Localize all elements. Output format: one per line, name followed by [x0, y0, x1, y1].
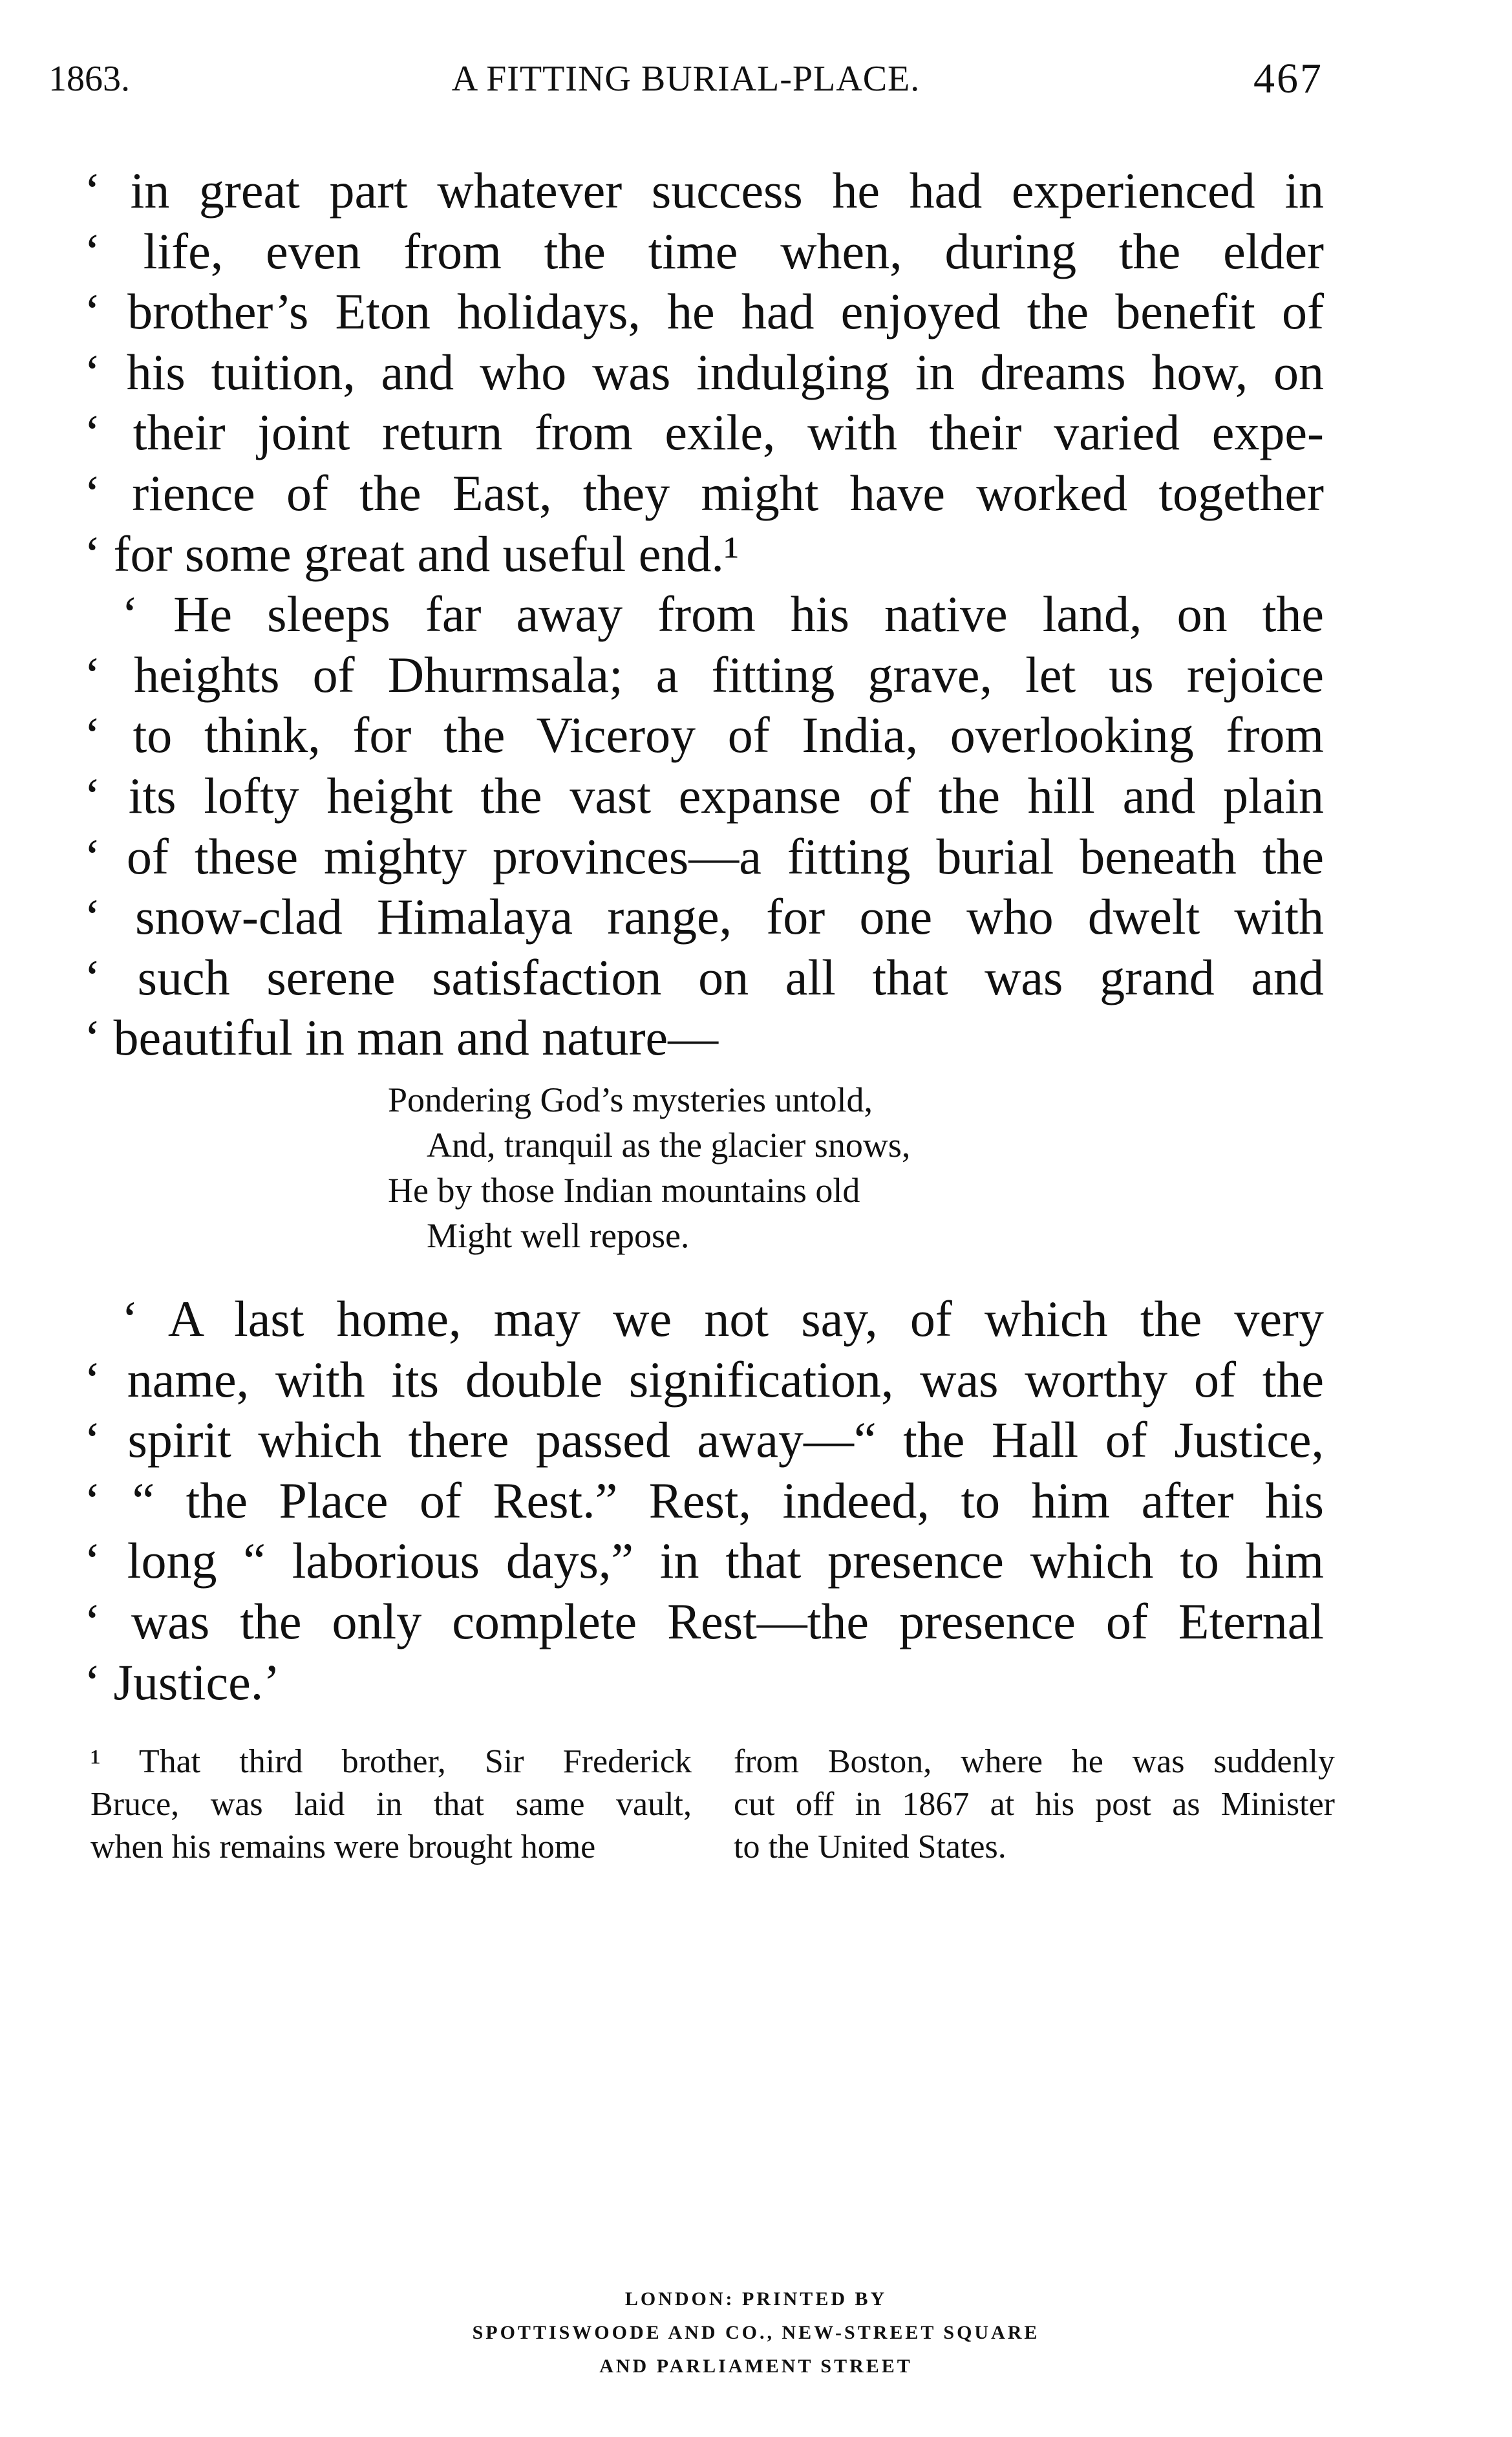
text-line: ‘ their joint return from exile, with their varied expe-: [84, 404, 1324, 461]
footnote-line: ¹ That third brother, Sir Frederick: [91, 1743, 692, 1780]
footnote-line: cut off in 1867 at his post as Minister: [734, 1786, 1335, 1823]
text-line: ‘ spirit which there passed away—“ the Hall of Justice,: [84, 1412, 1324, 1468]
printer-imprint: [0, 2282, 1512, 2383]
text-line: ‘ name, with its double signification, was worthy of the: [84, 1351, 1324, 1408]
text-line: ‘ its lofty height the vast expanse of the hill and plain: [84, 767, 1324, 824]
text-line: ‘ in great part whatever success he had experienced in: [84, 162, 1324, 219]
imprint-line: SPOTTISWOODE AND CO., NEW-STREET SQUARE: [472, 2322, 1040, 2343]
running-header: [48, 53, 1323, 105]
header-year: 1863.: [48, 59, 130, 99]
text-line: ‘ long “ laborious days,” in that presence which to him: [84, 1532, 1324, 1589]
text-line: ‘ was the only complete Rest—the presence of Eternal: [84, 1593, 1324, 1649]
text-line: ‘ snow-clad Himalaya range, for one who dwelt with: [84, 888, 1324, 945]
imprint-line: AND PARLIAMENT STREET: [599, 2356, 913, 2377]
poem-line: Might well repose.: [427, 1216, 690, 1255]
poem-line: Pondering God’s mysteries untold,: [388, 1080, 873, 1119]
footnote: [91, 1741, 1335, 1876]
footnote-line: Bruce, was laid in that same vault,: [91, 1786, 692, 1823]
footnote-line: from Boston, where he was suddenly: [734, 1743, 1335, 1780]
text-line: ‘ his tuition, and who was indulging in dreams how, on: [84, 343, 1324, 400]
text-line: ‘ brother’s Eton holidays, he had enjoyed the benefit of: [84, 283, 1324, 340]
text-line: ‘ “ the Place of Rest.” Rest, indeed, to him after his: [84, 1472, 1324, 1529]
paragraph-3: [84, 1289, 1324, 1712]
quoted-passage: [84, 160, 1324, 1068]
poem-line: And, tranquil as the glacier snows,: [427, 1126, 911, 1165]
text-line: ‘ A last home, may we not say, of which the very: [122, 1291, 1324, 1347]
text-line: ‘ for some great and useful end.¹: [84, 525, 740, 582]
text-line: ‘ to think, for the Viceroy of India, overlooking from: [84, 707, 1324, 764]
footnote-line: when his remains were brought home: [91, 1829, 596, 1865]
footnote-column-right: [734, 1741, 1335, 1869]
paragraph-2: [84, 584, 1324, 1068]
text-line: ‘ He sleeps far away from his native land, on the: [122, 586, 1324, 643]
footnote-column-left: [91, 1741, 692, 1869]
text-line: ‘ beautiful in man and nature—: [84, 1009, 719, 1066]
footnote-line: to the United States.: [734, 1829, 1006, 1865]
paragraph-1: [84, 160, 1324, 584]
text-line: ‘ Justice.’: [84, 1653, 281, 1710]
text-line: ‘ such serene satisfaction on all that was grand and: [84, 949, 1324, 1005]
running-title: A FITTING BURIAL-PLACE.: [451, 59, 921, 99]
imprint-line: LONDON: PRINTED BY: [624, 2288, 888, 2310]
poem-stanza: [388, 1077, 1099, 1258]
page-number: 467: [1253, 55, 1323, 102]
poem-line: He by those Indian mountains old: [388, 1171, 860, 1210]
text-line: ‘ heights of Dhurmsala; a fitting grave, let us rejoice: [84, 646, 1324, 703]
text-line: ‘ of these mighty provinces—a fitting burial beneath the: [84, 828, 1324, 885]
text-line: ‘ life, even from the time when, during the elder: [84, 222, 1324, 279]
text-line: ‘ rience of the East, they might have worked together: [84, 464, 1324, 521]
